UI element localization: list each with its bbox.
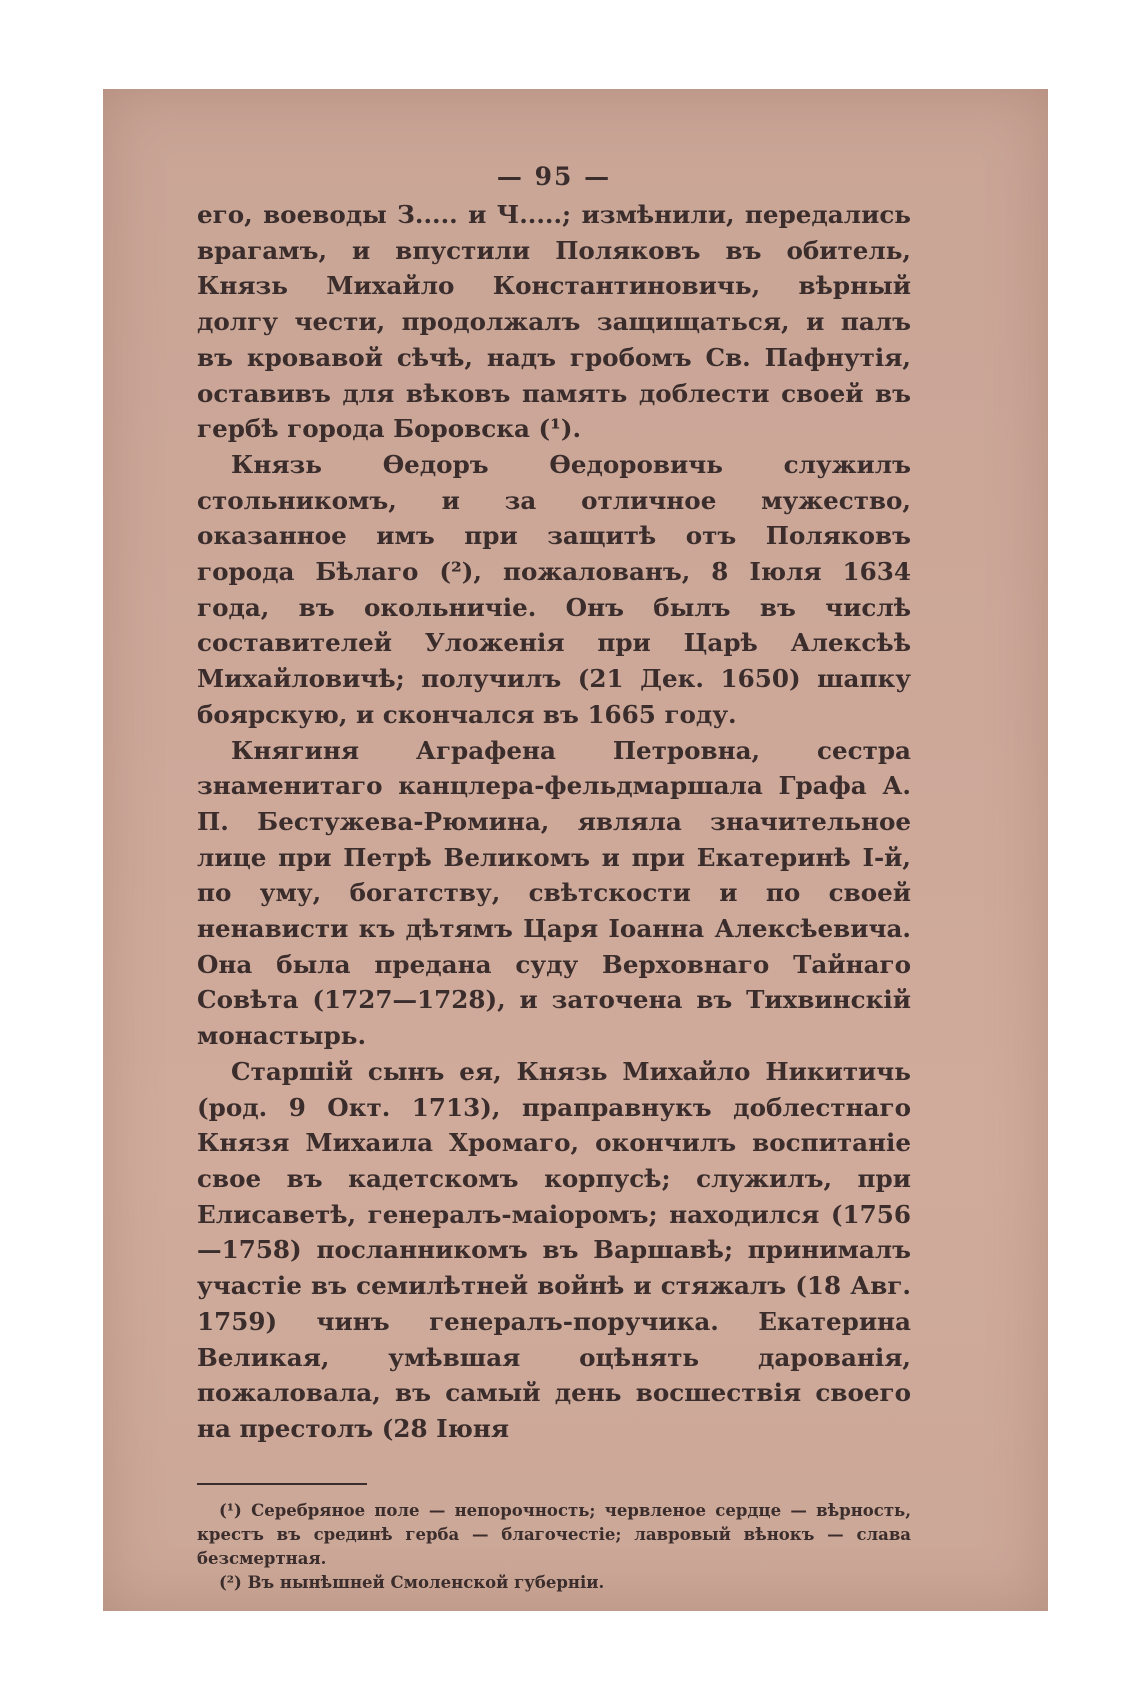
footnote-2: (²) Въ нынѣшней Смоленской губерніи.	[219, 1572, 605, 1592]
scanned-page	[103, 89, 1048, 1611]
page-number: — 95 —	[496, 162, 612, 191]
footnote-1: (¹) Серебряное поле — непорочность; червленое сердце — вѣрность, крестъ въ срединѣ герба — благочестіе; лавровый вѣнокъ — слава безсмертная.	[197, 1500, 911, 1568]
paragraph-1: его, воеводы З..... и Ч.....; измѣнили, передались врагамъ, и впустили Поляковъ въ обитель, Князь Михайло Константиновичь, вѣрный долгу чести, продолжалъ защищаться, и палъ въ кровавой сѣчѣ, надъ гробомъ Св. Пафнутія, оставивъ для вѣковъ память доблести своей въ гербѣ города Боровска (¹).	[197, 200, 911, 444]
footnote-divider	[197, 1483, 367, 1485]
paragraph-4: Старшій сынъ ея, Князь Михайло Никитичь (род. 9 Окт. 1713), праправнукъ доблестнаго Князя Михаила Хромаго, окончилъ воспитаніе свое въ кадетскомъ корпусѣ; служилъ, при Елисаветѣ, генералъ-маіоромъ; находился (1756—1758) посланникомъ въ Варшавѣ; принималъ участіе въ семилѣтней войнѣ и стяжалъ (18 Авг. 1759) чинъ генералъ-поручика. Екатерина Великая, умѣвшая оцѣнять дарованія, пожаловала, въ самый день восшествія своего на престолъ (28 Іюня	[197, 1056, 911, 1443]
footnotes	[197, 1499, 911, 1595]
body-text	[197, 197, 911, 1447]
paragraph-3: Княгиня Аграфена Петровна, сестра знаменитаго канцлера-фельдмаршала Графа А. П. Бестужева-Рюмина, являла значительное лице при Петрѣ Великомъ и при Екатеринѣ І-й, по уму, богатству, свѣтскости и по своей ненависти къ дѣтямъ Царя Іоанна Алексѣевича. Она была предана суду Верховнаго Тайнаго Совѣта (1727—1728), и заточена въ Тихвинскій монастырь.	[197, 735, 911, 1051]
page-text-block	[197, 159, 911, 1595]
paragraph-2: Князь Ѳедоръ Ѳедоровичь служилъ стольникомъ, и за отличное мужество, оказанное имъ при защитѣ отъ Поляковъ города Бѣлаго (²), пожалованъ, 8 Іюля 1634 года, въ окольничіе. Онъ былъ въ числѣ составителей Уложенія при Царѣ Алексѣѣ Михайловичѣ; получилъ (21 Дек. 1650) шапку боярскую, и скончался въ 1665 году.	[197, 449, 911, 729]
